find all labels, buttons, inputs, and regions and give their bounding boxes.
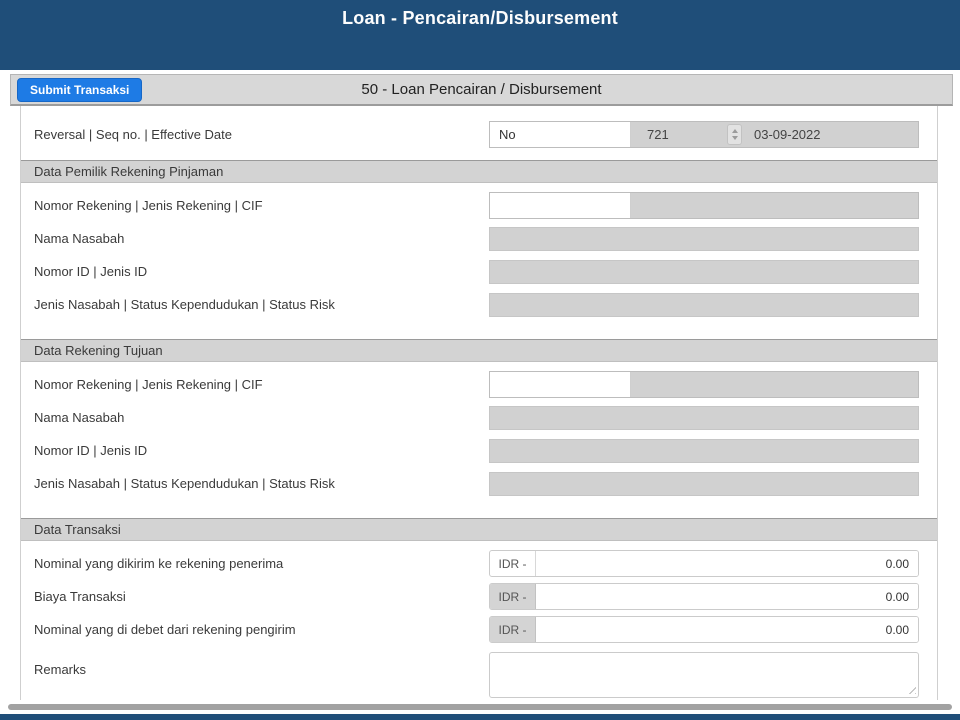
row-nomor-id bbox=[21, 255, 937, 288]
row-nomor-rekening-tujuan bbox=[21, 368, 937, 401]
remarks-box bbox=[489, 652, 919, 698]
section-header-pemilik-rekening bbox=[21, 160, 937, 183]
row-nomor-id-tujuan bbox=[21, 434, 937, 467]
field-label: Nomor ID | Jenis ID bbox=[34, 264, 148, 279]
form-title: 50 - Loan Pencairan / Disbursement bbox=[361, 81, 602, 98]
field-label: Jenis Nasabah | Status Kependudukan | Status Risk bbox=[34, 476, 335, 491]
field-label: Nama Nasabah bbox=[34, 410, 125, 425]
reversal-combo-field bbox=[489, 121, 919, 148]
remarks-textarea[interactable] bbox=[489, 652, 919, 698]
currency-prefix: IDR - bbox=[490, 551, 536, 576]
field-label: Biaya Transaksi bbox=[34, 589, 126, 604]
jenis-nasabah-display bbox=[489, 293, 919, 317]
field-label: Nama Nasabah bbox=[34, 231, 125, 246]
nama-nasabah-tujuan-display bbox=[489, 406, 919, 430]
section-title: Data Rekening Tujuan bbox=[34, 343, 163, 358]
row-remarks bbox=[21, 652, 937, 704]
row-biaya-transaksi bbox=[21, 580, 937, 613]
biaya-transaksi-input[interactable] bbox=[536, 584, 918, 609]
nomor-rekening-combo-field bbox=[489, 192, 919, 219]
field-label: Nomor Rekening | Jenis Rekening | CIF bbox=[34, 377, 263, 392]
currency-prefix: IDR - bbox=[490, 584, 536, 609]
submit-transaksi-button[interactable]: Submit Transaksi bbox=[17, 78, 142, 102]
app-header-banner bbox=[0, 0, 960, 70]
remarks-label: Remarks bbox=[34, 662, 87, 677]
nominal-dikirim-input[interactable] bbox=[536, 551, 918, 576]
jenis-nasabah-tujuan-display bbox=[489, 472, 919, 496]
row-nomor-rekening bbox=[21, 189, 937, 222]
app-title: Loan - Pencairan/Disbursement bbox=[342, 8, 618, 28]
nomor-rekening-tujuan-input[interactable] bbox=[490, 372, 631, 397]
row-nominal-dikirim bbox=[21, 547, 937, 580]
reversal-row bbox=[21, 116, 937, 152]
row-nama-nasabah-tujuan bbox=[21, 401, 937, 434]
bottom-scrollbar[interactable] bbox=[8, 704, 952, 710]
seq-stepper[interactable] bbox=[727, 124, 742, 145]
nomor-rekening-tujuan-combo-field bbox=[489, 371, 919, 398]
form-toolbar bbox=[10, 74, 953, 106]
section-title: Data Pemilik Rekening Pinjaman bbox=[34, 164, 224, 179]
seq-no-value: 721 bbox=[647, 126, 669, 142]
nominal-dikirim-field bbox=[489, 550, 919, 577]
currency-prefix: IDR - bbox=[490, 617, 536, 642]
section-pemilik-rows bbox=[21, 189, 937, 321]
nominal-debet-input[interactable] bbox=[536, 617, 918, 642]
nomor-id-tujuan-display bbox=[489, 439, 919, 463]
form-panel bbox=[20, 106, 938, 700]
row-nominal-debet bbox=[21, 613, 937, 646]
stepper-down-icon[interactable] bbox=[732, 136, 738, 140]
field-label: Jenis Nasabah | Status Kependudukan | Status Risk bbox=[34, 297, 335, 312]
field-label: Nominal yang dikirim ke rekening penerima bbox=[34, 556, 284, 571]
section-tujuan-rows bbox=[21, 368, 937, 500]
section-header-data-transaksi bbox=[21, 518, 937, 541]
app-footer-banner bbox=[0, 714, 960, 720]
nomor-rekening-input[interactable] bbox=[490, 193, 631, 218]
field-label: Nomor ID | Jenis ID bbox=[34, 443, 148, 458]
field-label: Nomor Rekening | Jenis Rekening | CIF bbox=[34, 198, 263, 213]
section-title: Data Transaksi bbox=[34, 522, 121, 537]
nominal-debet-field bbox=[489, 616, 919, 643]
field-label: Nominal yang di debet dari rekening pengirim bbox=[34, 622, 296, 637]
row-nama-nasabah bbox=[21, 222, 937, 255]
reversal-label: Reversal | Seq no. | Effective Date bbox=[34, 126, 233, 142]
nama-nasabah-display bbox=[489, 227, 919, 251]
effective-date-value: 03-09-2022 bbox=[754, 126, 821, 142]
biaya-transaksi-field bbox=[489, 583, 919, 610]
row-jenis-nasabah bbox=[21, 288, 937, 321]
section-header-rekening-tujuan bbox=[21, 339, 937, 362]
stepper-up-icon[interactable] bbox=[732, 129, 738, 133]
nomor-id-display bbox=[489, 260, 919, 284]
section-transaksi-rows bbox=[21, 547, 937, 704]
reversal-input[interactable] bbox=[490, 122, 631, 147]
row-jenis-nasabah-tujuan bbox=[21, 467, 937, 500]
